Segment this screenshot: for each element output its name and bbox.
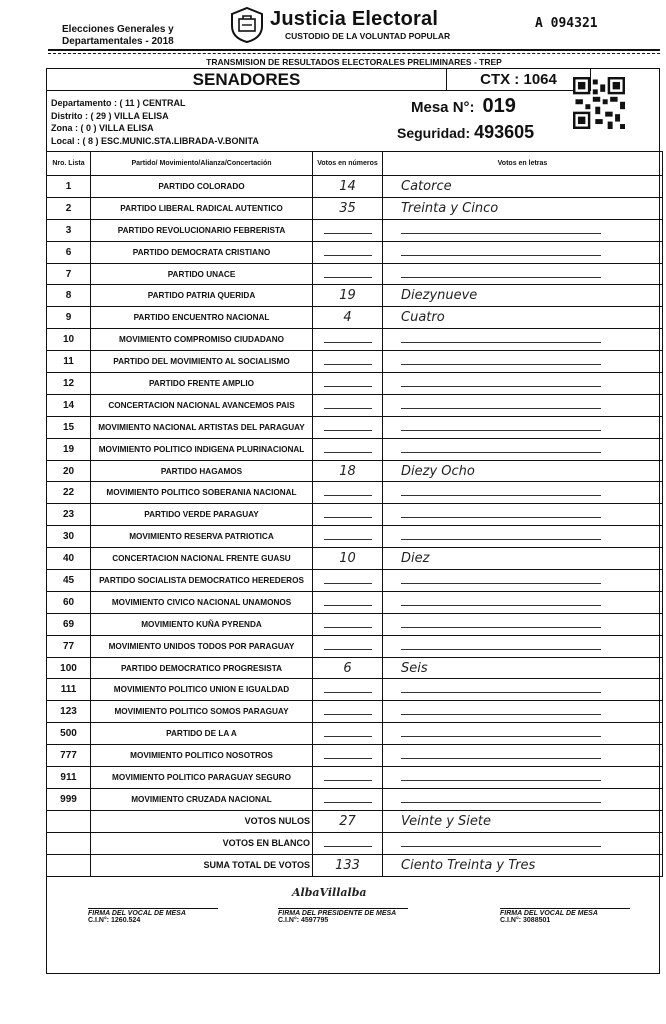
party-name: PARTIDO DEMOCRATICO PROGRESISTA [91,657,313,679]
summary-label: VOTOS EN BLANCO [91,832,313,854]
votes-letters-field[interactable] [383,767,663,789]
table-row [47,394,663,416]
list-number: 30 [47,526,91,548]
blank-line [324,517,372,518]
blank-line [324,430,372,431]
list-number: 20 [47,460,91,482]
header-party: Partido/ Movimiento/Alianza/Concertación [91,152,313,176]
list-number: 14 [47,394,91,416]
votes-number-field[interactable] [313,767,383,789]
list-number: 999 [47,788,91,810]
table-row [47,635,663,657]
votes-letters-field[interactable] [383,635,663,657]
summary-label: SUMA TOTAL DE VOTOS [91,854,313,876]
votes-number-field[interactable]: 10 [313,548,383,570]
qr-code-icon [573,77,625,129]
table-row [47,723,663,745]
table-row [47,460,663,482]
list-number: 15 [47,416,91,438]
votes-number-field[interactable] [313,526,383,548]
blank-line [401,408,601,409]
votes-number-field[interactable]: 4 [313,307,383,329]
blank-line [401,627,601,628]
blank-line [324,714,372,715]
blank-line [401,846,601,847]
party-name: MOVIMIENTO NACIONAL ARTISTAS DEL PARAGUAY [91,416,313,438]
votes-number-field[interactable] [313,679,383,701]
blank-line [401,386,601,387]
table-row [47,504,663,526]
summary-letters-field[interactable] [383,832,663,854]
blank-line [324,780,372,781]
votes-number-field[interactable] [313,745,383,767]
summary-gap [47,854,91,876]
summary-row [47,854,663,876]
votes-number-field[interactable] [313,219,383,241]
votes-letters-field[interactable]: Diez [383,548,663,570]
blank-line [324,539,372,540]
blank-line [401,736,601,737]
blank-line [324,605,372,606]
votes-letters-field[interactable] [383,219,663,241]
votes-number-field[interactable] [313,613,383,635]
votes-number-field[interactable] [313,635,383,657]
votes-letters-field[interactable] [383,613,663,635]
blank-line [324,627,372,628]
votes-number-field[interactable]: 14 [313,176,383,198]
party-name: MOVIMIENTO POLITICO SOMOS PARAGUAY [91,701,313,723]
header-dashed-rule [48,53,660,54]
summary-label: VOTOS NULOS [91,810,313,832]
votes-letters-field[interactable] [383,701,663,723]
blank-line [324,802,372,803]
blank-line [324,692,372,693]
party-name: PARTIDO DEMOCRATA CRISTIANO [91,241,313,263]
table-row [47,219,663,241]
table-row [47,373,663,395]
distrito: Distrito : ( 29 ) VILLA ELISA [51,110,169,121]
summary-letters-field[interactable]: Veinte y Siete [383,810,663,832]
party-name: PARTIDO PATRIA QUERIDA [91,285,313,307]
party-name: PARTIDO DE LA A [91,723,313,745]
blank-line [401,692,601,693]
election-name: Elecciones Generales y [62,24,174,35]
votes-letters-field[interactable] [383,482,663,504]
signature-presidente [278,886,408,924]
party-name: PARTIDO DEL MOVIMIENTO AL SOCIALISMO [91,351,313,373]
party-name: PARTIDO FRENTE AMPLIO [91,373,313,395]
votes-number-field[interactable] [313,416,383,438]
party-name: MOVIMIENTO RESERVA PATRIOTICA [91,526,313,548]
list-number: 100 [47,657,91,679]
blank-line [401,605,601,606]
list-number: 500 [47,723,91,745]
summary-row [47,832,663,854]
table-row [47,745,663,767]
seguridad-value: 493605 [474,122,535,142]
blank-line [401,452,601,453]
list-number: 911 [47,767,91,789]
party-name: MOVIMIENTO POLITICO UNION E IGUALDAD [91,679,313,701]
blank-line [324,583,372,584]
ctx-code: CTX : 1064 [447,69,591,91]
list-number: 12 [47,373,91,395]
votes-number-field[interactable] [313,701,383,723]
list-number: 6 [47,241,91,263]
votes-number-field[interactable]: 35 [313,197,383,219]
party-name: MOVIMIENTO POLITICO NOSOTROS [91,745,313,767]
blank-line [401,802,601,803]
summary-gap [47,832,91,854]
votes-letters-field[interactable] [383,679,663,701]
seguridad-label: Seguridad: [397,125,471,141]
table-row [47,526,663,548]
signature-ci: C.I.N°: 3088501 [500,917,551,924]
votes-table [46,151,663,877]
summary-votes-field[interactable] [313,832,383,854]
form-serial-number: A 094321 [535,16,598,31]
zona: Zona : ( 0 ) VILLA ELISA [51,123,154,133]
blank-line [401,780,601,781]
blank-line [324,233,372,234]
blank-line [401,649,601,650]
location-info [51,97,259,147]
votes-number-field[interactable] [313,591,383,613]
votes-letters-field[interactable] [383,591,663,613]
table-row [47,263,663,285]
votes-number-field[interactable] [313,373,383,395]
votes-letters-field[interactable]: Diezy Ocho [383,460,663,482]
votes-letters-field[interactable] [383,394,663,416]
list-number: 1 [47,176,91,198]
signature-ci: C.I.N°: 1260.524 [88,917,141,924]
list-number: 777 [47,745,91,767]
party-name: PARTIDO UNACE [91,263,313,285]
cargo-title: SENADORES [47,69,447,91]
blank-line [401,277,601,278]
votes-letters-field[interactable] [383,241,663,263]
votes-number-field[interactable] [313,438,383,460]
table-row [47,657,663,679]
votes-number-field[interactable] [313,504,383,526]
votes-number-field[interactable] [313,351,383,373]
departamento: Departamento : ( 11 ) CENTRAL [51,98,186,108]
blank-line [401,714,601,715]
votes-letters-field[interactable]: Cuatro [383,307,663,329]
party-name: MOVIMIENTO UNIDOS TODOS POR PARAGUAY [91,635,313,657]
list-number: 77 [47,635,91,657]
votes-number-field[interactable] [313,570,383,592]
list-number: 23 [47,504,91,526]
party-name: PARTIDO HAGAMOS [91,460,313,482]
blank-line [401,758,601,759]
list-number: 22 [47,482,91,504]
votes-letters-field[interactable]: Catorce [383,176,663,198]
list-number: 11 [47,351,91,373]
signature-label: FIRMA DEL PRESIDENTE DE MESA [278,910,397,917]
acta-form [46,68,660,974]
party-name: MOVIMIENTO POLITICO PARAGUAY SEGURO [91,767,313,789]
votes-letters-field[interactable] [383,373,663,395]
list-number: 60 [47,591,91,613]
header-rule [48,49,660,51]
table-row [47,701,663,723]
blank-line [401,517,601,518]
signature-label: FIRMA DEL VOCAL DE MESA [500,910,598,917]
blank-line [324,736,372,737]
list-number: 10 [47,329,91,351]
table-row [47,679,663,701]
votes-letters-field[interactable] [383,416,663,438]
list-number: 45 [47,570,91,592]
blank-line [324,495,372,496]
list-number: 9 [47,307,91,329]
votes-number-field[interactable] [313,482,383,504]
signature-label: FIRMA DEL VOCAL DE MESA [88,910,186,917]
party-name: PARTIDO VERDE PARAGUAY [91,504,313,526]
blank-line [324,255,372,256]
list-number: 2 [47,197,91,219]
votes-letters-field[interactable] [383,504,663,526]
party-name: PARTIDO REVOLUCIONARIO FEBRERISTA [91,219,313,241]
votes-letters-field[interactable] [383,526,663,548]
blank-line [324,846,372,847]
votes-letters-field[interactable]: Diezynueve [383,285,663,307]
table-row [47,591,663,613]
list-number: 19 [47,438,91,460]
justicia-electoral-logo-icon [228,6,266,44]
summary-letters-field[interactable]: Ciento Treinta y Tres [383,854,663,876]
blank-line [401,495,601,496]
table-row [47,613,663,635]
local: Local : ( 8 ) ESC.MUNIC.STA.LIBRADA-V.BONITA [51,135,259,146]
trep-banner: TRANSMISION DE RESULTADOS ELECTORALES PRELIMINARES - TREP [206,57,502,67]
institution-title: Justicia Electoral [270,8,439,30]
blank-line [324,364,372,365]
signature-ci: C.I.N°: 4597795 [278,917,329,924]
party-name: MOVIMIENTO CIVICO NACIONAL UNAMONOS [91,591,313,613]
list-number: 8 [47,285,91,307]
table-row [47,307,663,329]
blank-line [401,342,601,343]
summary-votes-field[interactable]: 27 [313,810,383,832]
list-number: 111 [47,679,91,701]
header-letters: Votos en letras [383,152,663,176]
party-name: MOVIMIENTO POLITICO SOBERANIA NACIONAL [91,482,313,504]
header-num: Nro. Lista [47,152,91,176]
list-number: 123 [47,701,91,723]
party-name: PARTIDO COLORADO [91,176,313,198]
party-name: PARTIDO LIBERAL RADICAL AUTENTICO [91,197,313,219]
summary-row [47,810,663,832]
party-name: MOVIMIENTO CRUZADA NACIONAL [91,788,313,810]
security-code [397,122,534,143]
table-row [47,570,663,592]
signature-vocal-1 [88,908,218,924]
table-row [47,285,663,307]
blank-line [401,233,601,234]
summary-gap [47,810,91,832]
blank-line [401,364,601,365]
party-name: CONCERTACION NACIONAL FRENTE GUASU [91,548,313,570]
votes-letters-field[interactable] [383,263,663,285]
party-name: MOVIMIENTO KUÑA PYRENDA [91,613,313,635]
votes-number-field[interactable] [313,263,383,285]
table-row [47,197,663,219]
votes-letters-field[interactable] [383,329,663,351]
party-name: CONCERTACION NACIONAL AVANCEMOS PAIS [91,394,313,416]
mesa-label: Mesa N°: [411,99,475,116]
votes-letters-field[interactable] [383,745,663,767]
table-row [47,351,663,373]
votes-letters-field[interactable] [383,788,663,810]
votes-number-field[interactable] [313,329,383,351]
votes-table-header [47,152,663,176]
list-number: 7 [47,263,91,285]
party-name: MOVIMIENTO COMPROMISO CIUDADANO [91,329,313,351]
blank-line [324,758,372,759]
votes-number-field[interactable]: 18 [313,460,383,482]
table-row [47,788,663,810]
list-number: 40 [47,548,91,570]
votes-number-field[interactable] [313,241,383,263]
election-year: Departamentales - 2018 [62,36,174,47]
blank-line [401,539,601,540]
summary-votes-field[interactable]: 133 [313,854,383,876]
votes-number-field[interactable]: 19 [313,285,383,307]
votes-number-field[interactable] [313,788,383,810]
header-votes: Votos en números [313,152,383,176]
votes-letters-field[interactable] [383,351,663,373]
blank-line [324,452,372,453]
votes-number-field[interactable] [313,723,383,745]
table-row [47,767,663,789]
mesa-value: 019 [482,95,516,117]
votes-letters-field[interactable] [383,723,663,745]
table-row [47,176,663,198]
table-row [47,241,663,263]
signature-vocal-2 [500,908,630,924]
blank-line [324,277,372,278]
blank-line [401,430,601,431]
party-name: PARTIDO ENCUENTRO NACIONAL [91,307,313,329]
votes-letters-field[interactable]: Treinta y Cinco [383,197,663,219]
table-row [47,416,663,438]
list-number: 3 [47,219,91,241]
mesa-number [411,95,516,118]
votes-letters-field[interactable]: Seis [383,657,663,679]
votes-letters-field[interactable] [383,438,663,460]
table-row [47,482,663,504]
header-left [62,24,174,48]
votes-number-field[interactable] [313,394,383,416]
institution-subtitle: CUSTODIO DE LA VOLUNTAD POPULAR [285,31,451,41]
table-row [47,548,663,570]
blank-line [324,386,372,387]
blank-line [401,583,601,584]
blank-line [324,342,372,343]
blank-line [324,408,372,409]
list-number: 69 [47,613,91,635]
table-row [47,329,663,351]
blank-line [324,649,372,650]
table-row [47,438,663,460]
votes-number-field[interactable]: 6 [313,657,383,679]
party-name: PARTIDO SOCIALISTA DEMOCRATICO HEREDEROS [91,570,313,592]
votes-letters-field[interactable] [383,570,663,592]
blank-line [401,255,601,256]
party-name: MOVIMIENTO POLITICO INDIGENA PLURINACIONAL [91,438,313,460]
signature-handwriting: AlbaVillalba [292,886,367,899]
